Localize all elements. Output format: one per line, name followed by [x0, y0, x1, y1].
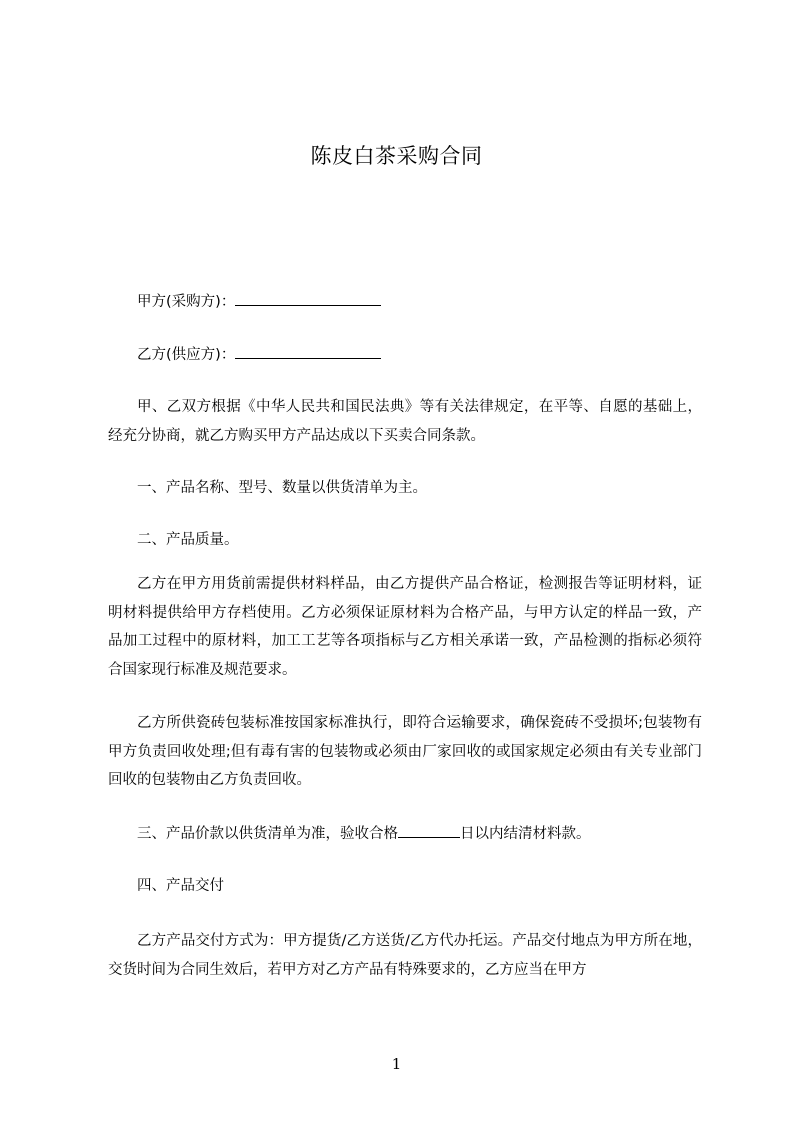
section-3-suffix: 日以内结清材料款。 — [460, 826, 591, 842]
section-2-heading: 二、产品质量。 — [137, 532, 239, 548]
section-2-paragraph-2: 乙方所供瓷砖包装标准按国家标准执行，即符合运输要求，确保瓷砖不受损坏;包装物有甲方负责回收处理;但有毒有害的包装物或必须由厂家回收的或国家规定必须由有关专业部门回收的包装物由乙方负责回收。 — [108, 715, 702, 788]
party-b-blank — [235, 344, 381, 359]
section-3-blank — [398, 823, 460, 838]
section-1-heading: 一、产品名称、型号、数量以供货清单为主。 — [137, 480, 427, 496]
section-3-line — [137, 823, 591, 844]
party-b-label: 乙方(供应方)： — [137, 347, 236, 363]
section-4-heading: 四、产品交付 — [137, 878, 224, 894]
party-a-line — [137, 291, 381, 312]
page-title: 陈皮白茶采购合同 — [310, 144, 483, 168]
page-number: 1 — [391, 1055, 402, 1073]
section-3-prefix: 三、产品价款以供货清单为准，验收合格 — [137, 826, 398, 842]
intro-paragraph: 甲、乙双方根据《中华人民共和国民法典》等有关法律规定，在平等、自愿的基础上，经充分协商，就乙方购买甲方产品达成以下买卖合同条款。 — [108, 399, 702, 444]
section-2-paragraph-1: 乙方在甲方用货前需提供材料样品，由乙方提供产品合格证，检测报告等证明材料，证明材料提供给甲方存档使用。乙方必须保证原材料为合格产品，与甲方认定的样品一致，产品加工过程中的原材料，加工工艺等各项指标与乙方相关承诺一致，产品检测的指标必须符合国家现行标准及规范要求。 — [108, 576, 702, 678]
party-b-line — [137, 344, 381, 365]
party-a-label: 甲方(采购方)： — [137, 294, 236, 310]
section-4-paragraph-1: 乙方产品交付方式为：甲方提货/乙方送货/乙方代办托运。产品交付地点为甲方所在地，交货时间为合同生效后，若甲方对乙方产品有特殊要求的，乙方应当在甲方 — [108, 933, 702, 978]
party-a-blank — [235, 291, 381, 306]
